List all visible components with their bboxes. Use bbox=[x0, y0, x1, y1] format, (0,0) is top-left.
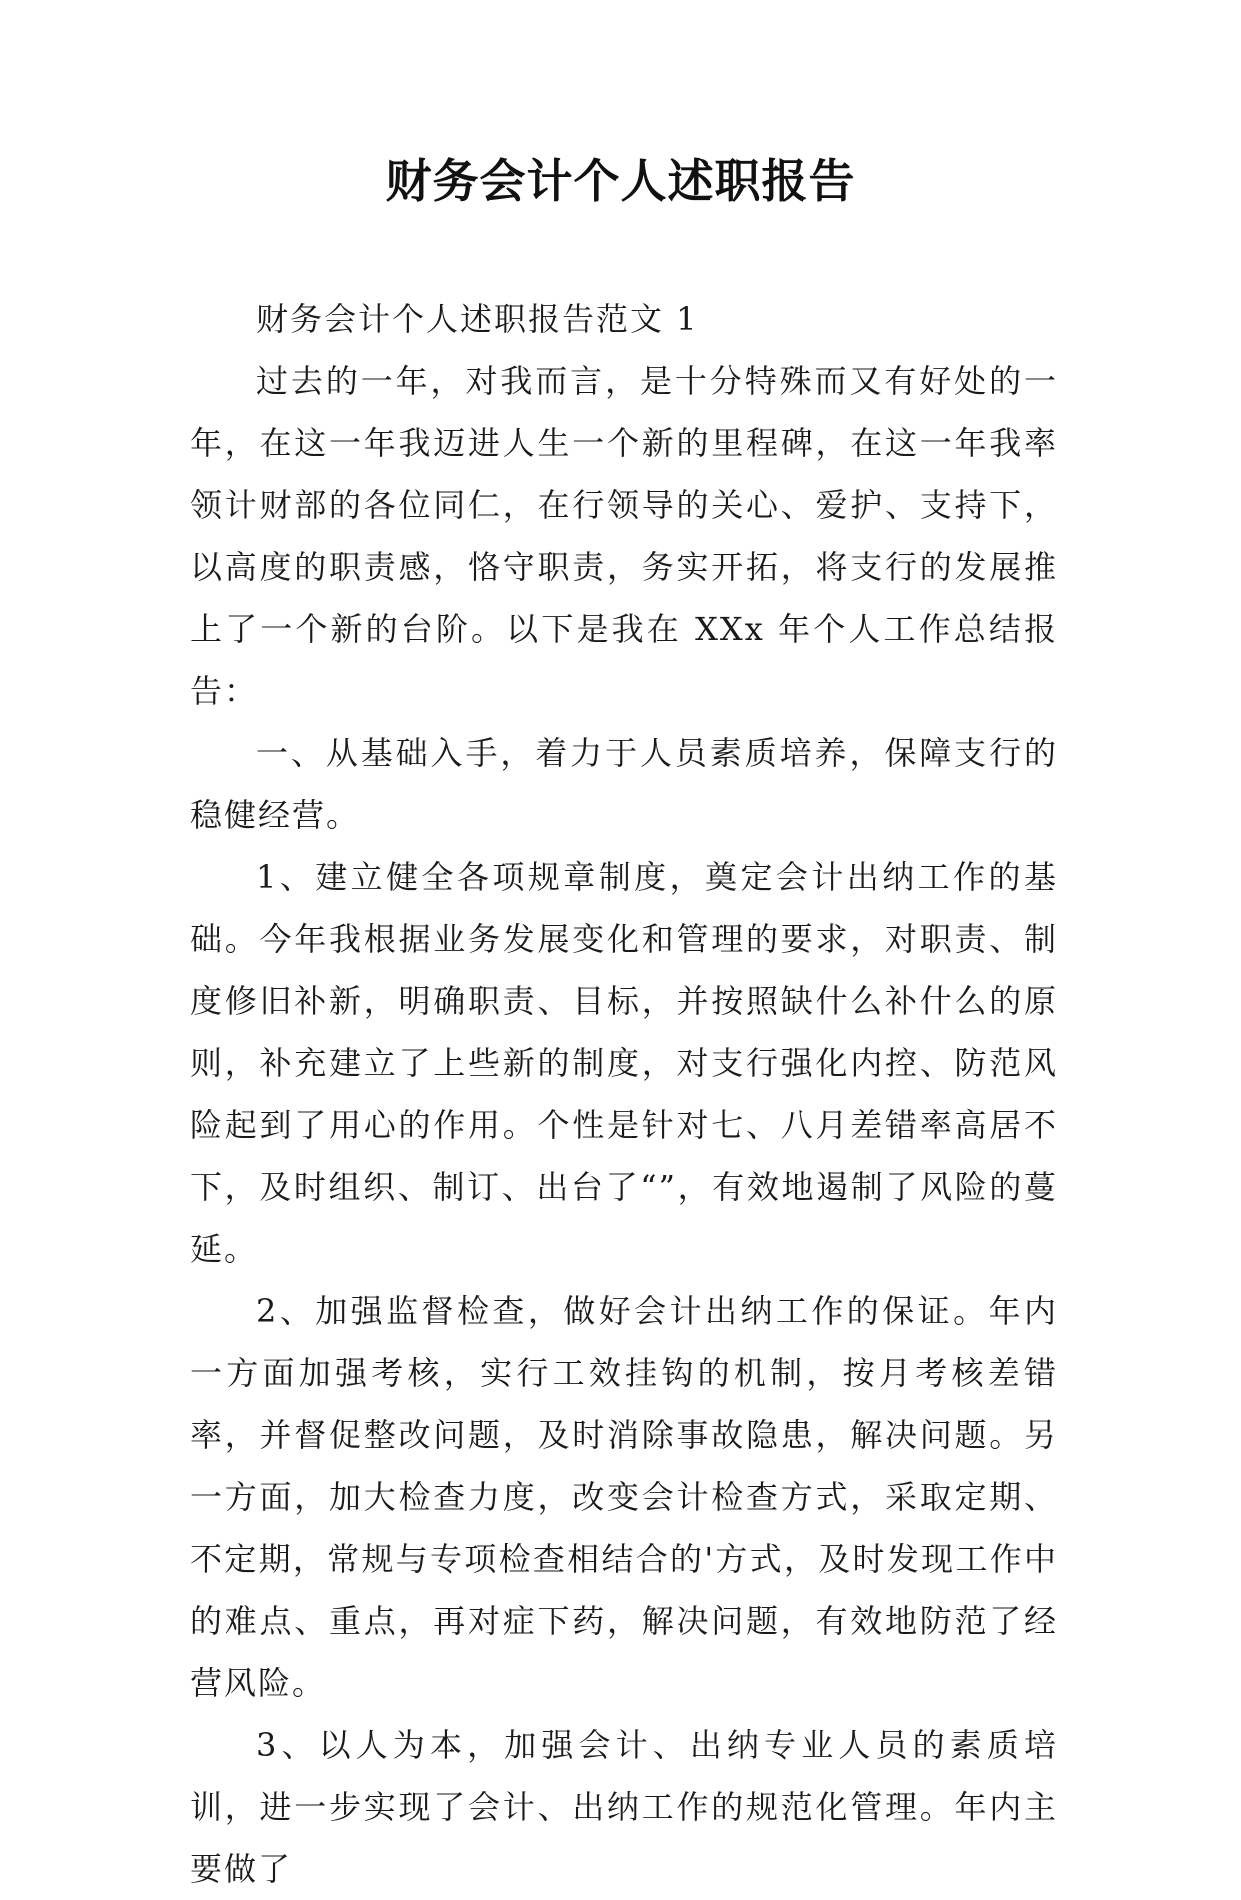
document-title: 财务会计个人述职报告 bbox=[385, 154, 856, 208]
document-body bbox=[190, 288, 1058, 1900]
paragraph-item-3: 3、以人为本，加强会计、出纳专业人员的素质培训，进一步实现了会计、出纳工作的规范化管理。年内主要做了 bbox=[190, 1726, 1058, 1888]
paragraph-item-2: 2、加强监督检查，做好会计出纳工作的保证。年内一方面加强考核，实行工效挂钩的机制，按月考核差错率，并督促整改问题，及时消除事故隐患，解决问题。另一方面，加大检查力度，改变会计检查方式，采取定期、不定期，常规与专项检查相结合的'方式，及时发现工作中的难点、重点，再对症下药，解决问题，有效地防范了经营风险。 bbox=[190, 1292, 1058, 1702]
section-heading: 财务会计个人述职报告范文 1 bbox=[256, 300, 699, 338]
paragraph-intro: 过去的一年，对我而言，是十分特殊而又有好处的一年，在这一年我迈进人生一个新的里程碑，在这一年我率领计财部的各位同仁，在行领导的关心、爱护、支持下，以高度的职责感，恪守职责，务实开拓，将支行的发展推上了一个新的台阶。以下是我在 XXx 年个人工作总结报告： bbox=[190, 362, 1058, 710]
paragraph-part-one-heading: 一、从基础入手，着力于人员素质培养，保障支行的稳健经营。 bbox=[190, 734, 1058, 834]
paragraph-item-1: 1、建立健全各项规章制度，奠定会计出纳工作的基础。今年我根据业务发展变化和管理的要求，对职责、制度修旧补新，明确职责、目标，并按照缺什么补什么的原则，补充建立了上些新的制度，对支行强化内控、防范风险起到了用心的作用。个性是针对七、八月差错率高居不下，及时组织、制订、出台了“”，有效地遏制了风险的蔓延。 bbox=[190, 858, 1058, 1268]
